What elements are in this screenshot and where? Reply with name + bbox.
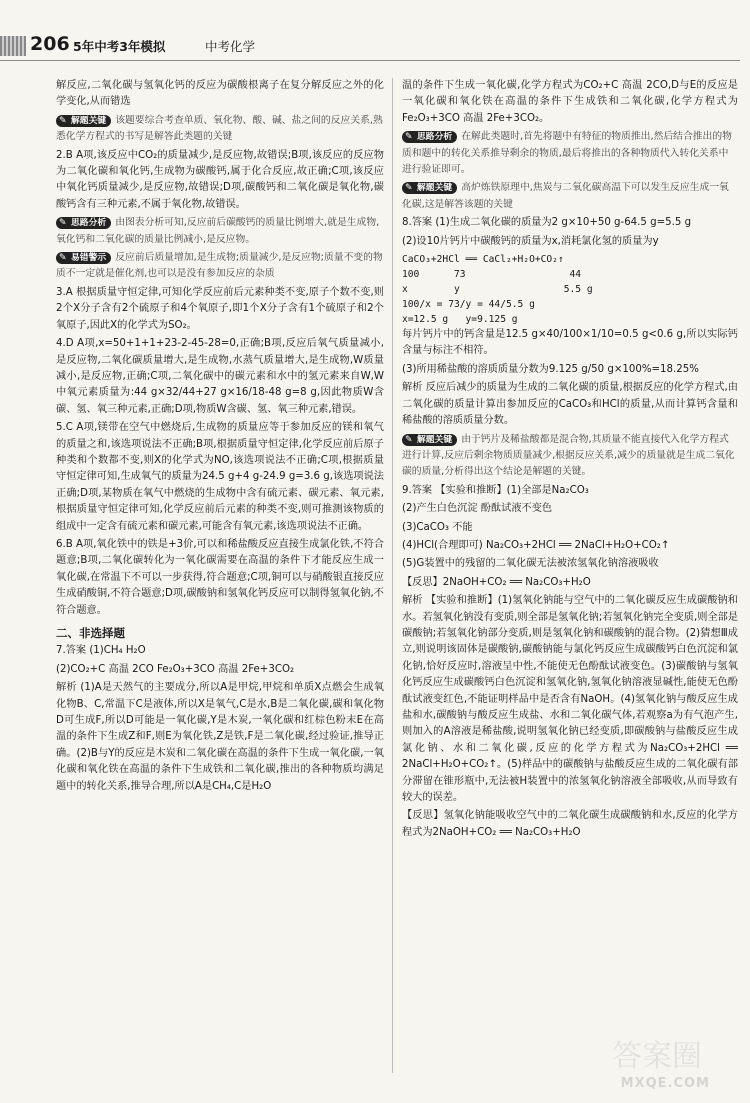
answer-paragraph: (5)G装置中的残留的二氧化碳无法被浓氢氧化钠溶液吸收	[402, 558, 659, 570]
answer-paragraph: (2)产生白色沉淀 酚酞试液不变色	[402, 503, 553, 515]
answer-paragraph: 2.B A项,该反应中CO₂的质量减少,是反应物,故错误;B项,该反应的反应物为二氧化碳和氧化钙,生成物为碳酸钙,属于化合反应,故正确;C项,该反应中氧化钙质量减少,是反应物,故错误;D项,碳酸钙和二氧化碳是氧化物,碳酸钙含有三种元素,不属于氧化物,故错误。	[56, 149, 384, 210]
note-tag: ✎ 易错警示	[56, 252, 111, 264]
answer-paragraph: 6.B A项,氧化铁中的铁是+3价,可以和稀盐酸反应直接生成氯化铁,不符合题意;B项,二氧化碳转化为一氧化碳需要在高温的条件下才能反应生成一氧化碳,在常温下不可以一步获得,符合题意;C项,铜可以与硝酸银直接反应生成硝酸铜,不符合题意;D项,碳酸钠和氢氧化钙反应可以制得氢氧化钠,不符合题意。	[56, 538, 384, 616]
note-text: 反应前后质量增加,是生成物;质量减少,是反应物;质量不变的物质不一定就是催化剂,也可以是没有参加反应的杂质	[56, 252, 383, 280]
answer-paragraph: 【反思】氢氧化钠能吸收空气中的二氧化碳生成碳酸钠和水,反应的化学方程式为2NaOH+CO₂ ══ Na₂CO₃+H₂O	[402, 810, 738, 838]
note-block	[56, 250, 384, 283]
note-block	[402, 180, 738, 213]
answer-paragraph: 3.A 根据质量守恒定律,可知化学反应前后元素种类不变,原子个数不变,则2个X分子含有2个硫原子和4个氧原子,即1个X分子含有1个硫原子和2个氧原子,因此X的化学式为SO₂。	[56, 286, 384, 331]
answer-paragraph: 9.答案 【实验和推断】(1)全部是Na₂CO₃	[402, 484, 589, 496]
answer-paragraph: 5.C A项,镁带在空气中燃烧后,生成物的质量应等于参加反应的镁和氧气的质量之和,该选项说法不正确;B项,根据质量守恒定律,化学反应前后原子种类和个数都不变,则X的化学式为NO,该选项说法不正确;C项,根据质量守恒定律可知,生成氧气的质量为24.5 g+4 g-24.9 g=3.6 g,该选项说法正确;D项,某物质在氧气中燃烧的生成物中含有硫元素、碳元素、氧元素,根据质量守恒定律可知,化学反应前后元素的种类不变,则可推测该物质的组成中一定含有硫元素和碳元素,可能含有氧元素,该选项说法不正确。	[56, 422, 384, 532]
note-block	[56, 215, 384, 248]
note-text: 由图表分析可知,反应前后碳酸钙的质量比例增大,就是生成物,氧化钙和二氧化碳的质量比例减小,是反应物。	[56, 217, 380, 245]
answer-paragraph: 7.答案 (1)CH₄ H₂O	[56, 645, 146, 657]
subject-label: 中考化学	[205, 39, 256, 54]
note-text: 该题要综合考查单质、氧化物、酸、碱、盐之间的反应关系,熟悉化学方程式的书写是解答此类题的关键	[56, 114, 383, 143]
answer-paragraph: (3)所用稀盐酸的溶质质量分数为9.125 g/50 g×100%=18.25%	[402, 363, 699, 375]
note-tag: ✎ 思路分析	[402, 131, 457, 143]
note-tag: ✎ 解题关键	[402, 434, 457, 446]
note-tag: ✎ 解题关键	[402, 182, 457, 194]
answer-paragraph: 解析 (1)A是天然气的主要成分,所以A是甲烷,甲烷和单质X点燃会生成氧化物B、C,常温下C是液体,所以X是氧气,C是水,B是二氧化碳,碳和氧化物D可生成F,所以D可能是一氧化碳,Y是木炭,一氧化碳和红棕色粉末E在高温的条件下生成Z和F,则E为氧化铁,Z是铁,F是二氧化碳,经过验证,推导正确。(2)B与Y的反应是木炭和二氧化碳在高温的条件下生成一氧化碳,一氧化碳和氧化铁在高温的条件下生成铁和二氧化碳,推出的各种物质均满足题中的转化关系,推导合理,所以A是CH₄,C是H₂O	[56, 682, 384, 792]
equation-block: CaCO₃+2HCl ══ CaCl₂+H₂O+CO₂↑ 100 73 44 x y 5.5 g 100/x = 73/y = 44/5.5 g x=12.5 g y=9.125 g	[402, 254, 593, 326]
answer-paragraph: (3)CaCO₃ 不能	[402, 521, 473, 533]
note-block	[402, 432, 738, 481]
answer-paragraph: 解析 【实验和推断】(1)氢氧化钠能与空气中的二氧化碳反应生成碳酸钠和水。若氢氧化钠没有变质,则全部是氢氧化钠;若氢氧化钠完全变质,则全部是碳酸钠;若氢氧化钠部分变质,则是氢氧化钠和碳酸钠的混合物。(2)猜想Ⅲ成立,则说明该固体是碳酸钠,碳酸钠能与氯化钙反应生成碳酸钙白色沉淀和氯化钠,恰好反应时,溶液呈中性,不能使无色酚酞试液变色。(3)碳酸钠与氢氧化钙反应生成碳酸钙白色沉淀和氢氧化钠,氢氧化钠溶液显碱性,能使无色酚酞试液变红色,不能证明样品中是否含有NaOH。(4)氢氧化钠与酸反应生成盐和水,碳酸钠与酸反应生成盐、水和二氧化碳气体,若观察a为有气泡产生,则加入的A溶液是稀盐酸,说明氢氧化钠已经变质,即碳酸钠与盐酸反应生成氯化钠、水和二氧化碳,反应的化学方程式为Na₂CO₃+2HCl ══ 2NaCl+H₂O+CO₂↑。(5)样品中的碳酸钠与盐酸反应生成的二氧化碳有部分滞留在锥形瓶中,无法被H装置中的浓氢氧化钠溶液全部吸收,从而导致有较大的误差。	[402, 595, 738, 804]
note-block	[56, 113, 384, 146]
header-rule	[0, 60, 740, 61]
note-text: 在解此类题时,首先将题中有特征的物质推出,然后结合推出的物质和题中的转化关系推导剩余的物质,最后将推出的各种物质代入转化关系中进行验证即可。	[402, 131, 732, 176]
watermark-url: MXQE.COM	[620, 1076, 710, 1091]
answer-paragraph: 【反思】2NaOH+CO₂ ══ Na₂CO₃+H₂O	[402, 576, 591, 588]
answer-paragraph: 温的条件下生成一氧化碳,化学方程式为CO₂+C 高温 2CO,D与E的反应是一氧化碳和氧化铁在高温的条件下生成铁和二氧化碳,化学方程式为Fe₂O₃+3CO 高温 2Fe+3CO₂。	[402, 80, 738, 124]
note-text: 由于钙片及稀盐酸都是混合物,其质量不能直接代入化学方程式进行计算,反应后剩余物质质量减少,根据反应关系,减少的质量就是生成二氧化碳的质量,分析得出这个结论是解题的关键。	[402, 433, 735, 478]
note-text: 高炉炼铁原理中,焦炭与二氧化碳高温下可以发生反应生成一氧化碳,这是解答该题的关键	[402, 182, 729, 210]
answer-paragraph: 4.D A项,x=50+1+1+23-2-45-28=0,正确;B项,反应后氧气质量减小,是反应物,二氧化碳质量增大,是生成物,水蒸气质量增大,是生成物,W质量减小,是反应物,正确;C项,二氧化碳中的碳元素和水中的氢元素来自W,W中氧元素质量为:44 g×32/44+27 g×16/18-48 g=8 g,因此物质W含碳、氢、氧三种元素,正确;D项,物质W含碳、氢、氧三种元素,错误。	[56, 338, 384, 415]
page-number: 206	[30, 33, 70, 55]
page-header	[0, 0, 750, 78]
note-tag: ✎ 解题关键	[56, 115, 111, 127]
answer-paragraph: (2)CO₂+C 高温 2CO Fe₂O₃+3CO 高温 2Fe+3CO₂	[56, 663, 295, 675]
left-column	[56, 78, 384, 1073]
answer-paragraph: (4)HCl(合理即可) Na₂CO₃+2HCl ══ 2NaCl+H₂O+CO₂↑	[402, 539, 670, 551]
watermark-logo	[582, 1031, 732, 1099]
book-title: 5年中考3年模拟	[73, 39, 166, 54]
answer-paragraph: 每片钙片中的钙含量是12.5 g×40/100×1/10=0.5 g<0.6 g,所以实际钙含量与标注不相符。	[402, 329, 738, 357]
answer-paragraph: (2)设10片钙片中碳酸钙的质量为x,消耗氯化氢的质量为y	[402, 235, 659, 247]
answer-paragraph: 解析 反应后减少的质量为生成的二氧化碳的质量,根据反应的化学方程式,由二氧化碳的质量计算出参加反应的CaCO₃和HCl的质量,从而计算钙含量和稀盐酸的溶质质量分数。	[402, 382, 738, 427]
header-decoration	[0, 36, 26, 56]
answer-paragraph: 8.答案 (1)生成二氧化碳的质量为2 g×10+50 g-64.5 g=5.5 g	[402, 217, 692, 229]
right-column	[402, 78, 738, 1073]
watermark-text: 答案圈	[612, 1039, 702, 1074]
column-divider	[392, 78, 393, 1073]
note-block	[402, 129, 738, 178]
section-heading: 二、非选择题	[56, 626, 125, 640]
note-tag: ✎ 思路分析	[56, 217, 111, 229]
answer-paragraph: 解反应,二氧化碳与氢氧化钙的反应为碳酸根离子在复分解反应之外的化学变化,从而错选	[56, 80, 384, 108]
